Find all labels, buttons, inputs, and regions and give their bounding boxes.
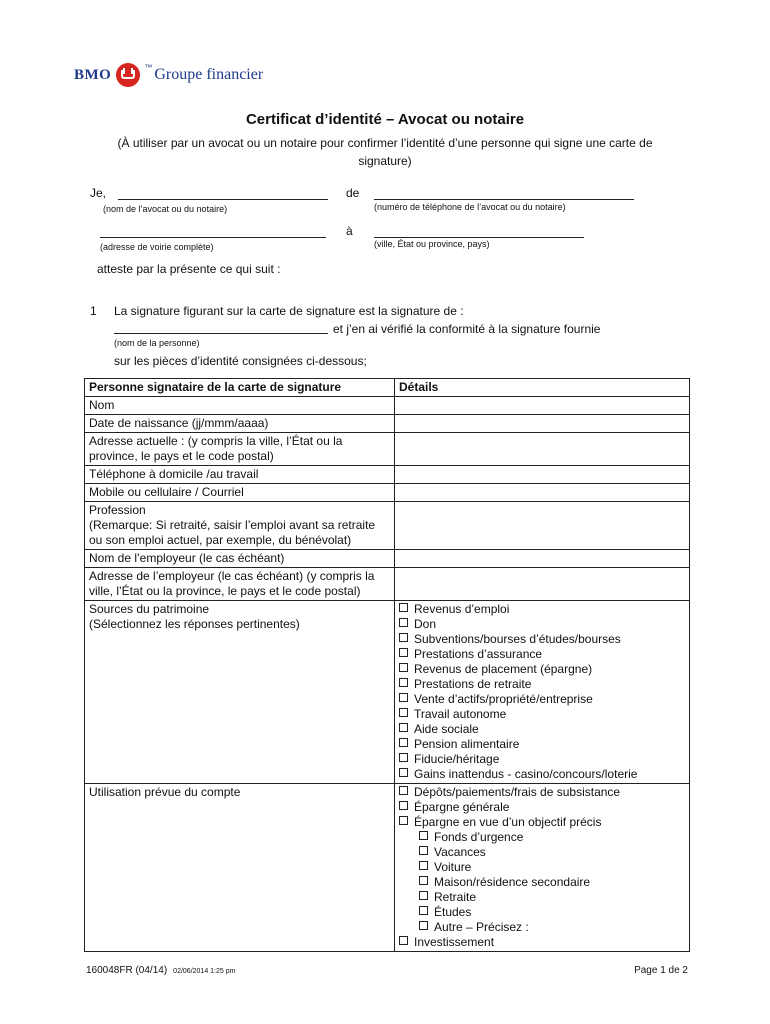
checkbox-option[interactable] <box>399 602 685 617</box>
logo-trademark: ™ <box>144 62 153 72</box>
checkbox-option[interactable] <box>399 785 685 800</box>
detail-cell-employer[interactable] <box>395 550 690 568</box>
checkbox-icon[interactable] <box>419 876 428 885</box>
bmo-logo <box>74 60 263 90</box>
checkbox-sub-option[interactable] <box>399 905 685 920</box>
detail-cell-employer-address[interactable] <box>395 568 690 601</box>
row-label-address: Adresse actuelle : (y compris la ville, l’État ou la province, le pays et le code postal) <box>85 433 395 466</box>
a-label: à <box>346 224 353 238</box>
detail-cell-mobile[interactable] <box>395 484 690 502</box>
address-field[interactable] <box>100 237 326 238</box>
city-hint: (ville, État ou province, pays) <box>374 239 490 249</box>
address-hint: (adresse de voirie complète) <box>100 242 214 252</box>
row-label-sources <box>85 601 395 784</box>
usage-options <box>395 784 690 952</box>
row-label-employer-address: Adresse de l’employeur (le cas échéant) (y compris la ville, l’État ou la province, le pays et le code postal) <box>85 568 395 601</box>
checkbox-option[interactable] <box>399 677 685 692</box>
table-row <box>85 784 690 952</box>
checkbox-icon[interactable] <box>399 801 408 810</box>
option-label: Voiture <box>434 860 472 874</box>
checkbox-icon[interactable] <box>419 921 428 930</box>
table-row <box>85 466 690 484</box>
form-code: 160048FR (04/14) <box>86 965 168 976</box>
checkbox-icon[interactable] <box>419 891 428 900</box>
table-row <box>85 433 690 466</box>
option-label: Prestations d’assurance <box>414 647 543 661</box>
table-row <box>85 502 690 550</box>
checkbox-option[interactable] <box>399 752 685 767</box>
checkbox-icon[interactable] <box>399 618 408 627</box>
checkbox-icon[interactable] <box>399 633 408 642</box>
lawyer-phone-hint: (numéro de téléphone de l’avocat ou du notaire) <box>374 202 566 212</box>
de-label: de <box>346 186 360 200</box>
option-label: Fiducie/héritage <box>414 752 500 766</box>
option-label: Subventions/bourses d’études/bourses <box>414 632 621 646</box>
identity-table <box>84 378 690 952</box>
row-label-dob: Date de naissance (jj/mmm/aaaa) <box>85 415 395 433</box>
checkbox-option[interactable] <box>399 632 685 647</box>
option-label: Épargne en vue d’un objectif précis <box>414 815 602 829</box>
checkbox-icon[interactable] <box>399 723 408 732</box>
checkbox-option[interactable] <box>399 815 685 830</box>
checkbox-option[interactable] <box>399 647 685 662</box>
option-label: Vente d’actifs/propriété/entreprise <box>414 692 593 706</box>
table-row <box>85 568 690 601</box>
option-label: Revenus de placement (épargne) <box>414 662 593 676</box>
print-timestamp: 02/06/2014 1:25 pm <box>173 968 236 975</box>
profession-label: Profession <box>89 503 146 517</box>
checkbox-icon[interactable] <box>399 693 408 702</box>
checkbox-icon[interactable] <box>419 831 428 840</box>
logo-bmo-text: BMO <box>74 66 112 83</box>
row-label-mobile: Mobile ou cellulaire / Courriel <box>85 484 395 502</box>
bmo-roundel-icon <box>116 63 140 87</box>
row-label-phone: Téléphone à domicile /au travail <box>85 466 395 484</box>
checkbox-sub-option[interactable] <box>399 845 685 860</box>
checkbox-icon[interactable] <box>399 816 408 825</box>
checkbox-sub-option[interactable] <box>399 920 685 935</box>
checkbox-icon[interactable] <box>399 678 408 687</box>
document-subtitle: (À utiliser par un avocat ou un notaire pour confirmer l’identité d’une personne qui signe une carte de signature) <box>117 136 653 168</box>
table-row <box>85 550 690 568</box>
checkbox-option[interactable] <box>399 617 685 632</box>
lawyer-name-hint: (nom de l’avocat ou du notaire) <box>103 204 228 214</box>
checkbox-icon[interactable] <box>399 768 408 777</box>
option-label: Dépôts/paiements/frais de subsistance <box>414 785 621 799</box>
checkbox-icon[interactable] <box>399 738 408 747</box>
detail-cell-name[interactable] <box>395 397 690 415</box>
option-label: Retraite <box>434 890 477 904</box>
item-id-text: sur les pièces d’identité consignées ci-dessous; <box>114 354 367 368</box>
logo-groupe-text: Groupe financier <box>154 66 264 83</box>
table-header-row <box>85 379 690 397</box>
checkbox-icon[interactable] <box>399 936 408 945</box>
person-name-hint: (nom de la personne) <box>114 338 200 348</box>
checkbox-icon[interactable] <box>399 663 408 672</box>
page-number: Page 1 de 2 <box>634 965 688 976</box>
option-label: Épargne générale <box>414 800 510 814</box>
item-number: 1 <box>90 304 97 318</box>
checkbox-option[interactable] <box>399 767 685 782</box>
table-row <box>85 415 690 433</box>
checkbox-icon[interactable] <box>419 861 428 870</box>
checkbox-sub-option[interactable] <box>399 860 685 875</box>
checkbox-option[interactable] <box>399 737 685 752</box>
checkbox-icon[interactable] <box>399 648 408 657</box>
option-label: Pension alimentaire <box>414 737 520 751</box>
checkbox-sub-option[interactable] <box>399 875 685 890</box>
footer-left <box>86 965 235 976</box>
option-label: Revenus d’emploi <box>414 602 510 616</box>
option-label: Fonds d’urgence <box>434 830 524 844</box>
row-label-employer: Nom de l’employeur (le cas échéant) <box>85 550 395 568</box>
row-label-name: Nom <box>85 397 395 415</box>
header-details: Détails <box>395 379 690 397</box>
checkbox-option[interactable] <box>399 800 685 815</box>
header-person: Personne signataire de la carte de signature <box>85 379 395 397</box>
checkbox-option[interactable] <box>399 935 685 950</box>
usage-label: Utilisation prévue du compte <box>85 784 395 952</box>
option-label: Travail autonome <box>414 707 507 721</box>
option-label: Investissement <box>414 935 495 949</box>
row-label-profession <box>85 502 395 550</box>
je-label: Je, <box>90 186 107 200</box>
document-title: Certificat d’identité – Avocat ou notaire <box>245 111 525 128</box>
detail-cell-address[interactable] <box>395 433 690 466</box>
option-label: Prestations de retraite <box>414 677 532 691</box>
detail-cell-profession[interactable] <box>395 502 690 550</box>
checkbox-icon[interactable] <box>399 603 408 612</box>
option-label: Autre – Précisez : <box>434 920 529 934</box>
table-row <box>85 484 690 502</box>
sources-label: Sources du patrimoine <box>89 602 210 616</box>
checkbox-icon[interactable] <box>399 753 408 762</box>
profession-note: (Remarque: Si retraité, saisir l’emploi avant sa retraite ou son emploi actuel, par exemple, du bénévolat) <box>89 518 376 547</box>
item-verified-text: et j’en ai vérifié la conformité à la signature fournie <box>333 322 601 336</box>
option-label: Aide sociale <box>414 722 479 736</box>
checkbox-icon[interactable] <box>399 708 408 717</box>
checkbox-option[interactable] <box>399 707 685 722</box>
lawyer-name-field[interactable] <box>118 199 328 200</box>
checkbox-option[interactable] <box>399 662 685 677</box>
option-label: Vacances <box>434 845 486 859</box>
checkbox-option[interactable] <box>399 692 685 707</box>
person-name-field[interactable] <box>114 333 328 334</box>
checkbox-sub-option[interactable] <box>399 890 685 905</box>
option-label: Études <box>434 905 472 919</box>
option-label: Gains inattendus - casino/concours/loterie <box>414 767 638 781</box>
sources-hint: (Sélectionnez les réponses pertinentes) <box>89 617 300 631</box>
table-row <box>85 397 690 415</box>
option-label: Maison/résidence secondaire <box>434 875 591 889</box>
checkbox-sub-option[interactable] <box>399 830 685 845</box>
sources-options <box>395 601 690 784</box>
option-label: Don <box>414 617 437 631</box>
table-row <box>85 601 690 784</box>
lawyer-phone-field[interactable] <box>374 199 634 200</box>
checkbox-option[interactable] <box>399 722 685 737</box>
checkbox-icon[interactable] <box>419 846 428 855</box>
detail-cell-phone[interactable] <box>395 466 690 484</box>
checkbox-icon[interactable] <box>399 786 408 795</box>
detail-cell-dob[interactable] <box>395 415 690 433</box>
city-field[interactable] <box>374 237 584 238</box>
item-signature-text: La signature figurant sur la carte de signature est la signature de : <box>114 304 464 318</box>
checkbox-icon[interactable] <box>419 906 428 915</box>
attest-text: atteste par la présente ce qui suit : <box>97 262 281 276</box>
